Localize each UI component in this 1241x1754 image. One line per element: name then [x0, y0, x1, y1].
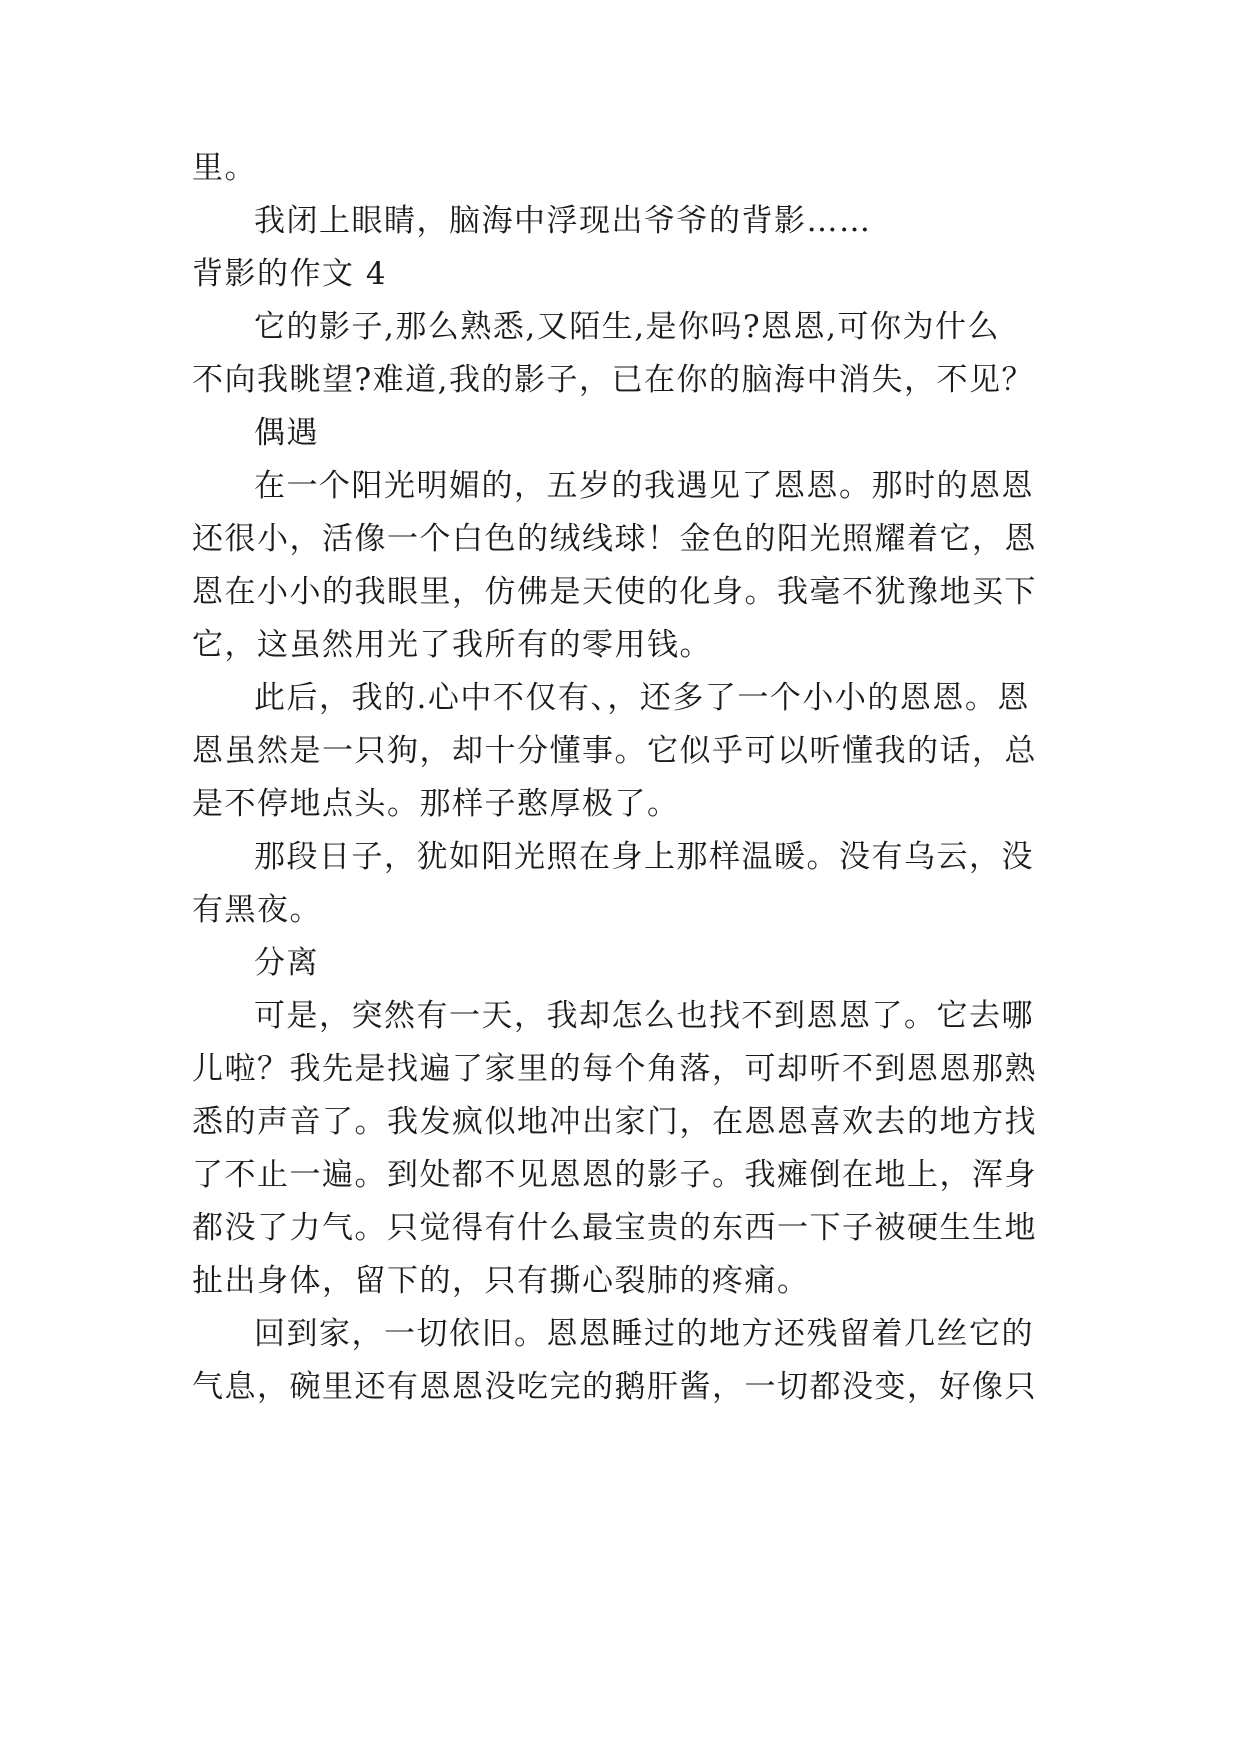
text-line: 里。 [192, 150, 257, 186]
section-heading: 背影的作文 4 [192, 256, 388, 292]
text-line: 不向我眺望?难道,我的影子，已在你的脑海中消失，不见？ [192, 362, 1034, 398]
text-line: 可是，突然有一天，我却怎么也找不到恩恩了。它去哪 [254, 998, 1034, 1034]
text-line: 在一个阳光明媚的，五岁的我遇见了恩恩。那时的恩恩 [254, 468, 1034, 504]
text-line: 儿啦？我先是找遍了家里的每个角落，可却听不到恩恩那熟 [192, 1051, 1037, 1087]
text-line: 恩在小小的我眼里，仿佛是天使的化身。我毫不犹豫地买下 [192, 574, 1037, 610]
text-line: 悉的声音了。我发疯似地冲出家门，在恩恩喜欢去的地方找 [192, 1104, 1037, 1140]
subheading: 偶遇 [254, 415, 319, 451]
subheading: 分离 [254, 945, 319, 981]
text-line: 有黑夜。 [192, 892, 322, 928]
text-line: 了不止一遍。到处都不见恩恩的影子。我瘫倒在地上，浑身 [192, 1157, 1037, 1193]
text-line: 它，这虽然用光了我所有的零用钱。 [192, 627, 712, 663]
text-line: 它的影子,那么熟悉,又陌生,是你吗?恩恩,可你为什么 [254, 309, 1001, 345]
text-line: 那段日子，犹如阳光照在身上那样温暖。没有乌云，没 [254, 839, 1034, 875]
text-line: 扯出身体，留下的，只有撕心裂肺的疼痛。 [192, 1263, 810, 1299]
text-line: 此后，我的.心中不仅有、，还多了一个小小的恩恩。恩 [254, 680, 1030, 716]
text-line: 都没了力气。只觉得有什么最宝贵的东西一下子被硬生生地 [192, 1210, 1037, 1246]
text-line: 恩虽然是一只狗，却十分懂事。它似乎可以听懂我的话，总 [192, 733, 1037, 769]
text-line: 气息，碗里还有恩恩没吃完的鹅肝酱，一切都没变，好像只 [192, 1369, 1037, 1405]
text-line: 还很小，活像一个白色的绒线球！金色的阳光照耀着它，恩 [192, 521, 1037, 557]
text-line: 是不停地点头。那样子憨厚极了。 [192, 786, 680, 822]
text-line: 我闭上眼睛，脑海中浮现出爷爷的背影…… [254, 203, 872, 239]
text-line: 回到家，一切依旧。恩恩睡过的地方还残留着几丝它的 [254, 1316, 1034, 1352]
